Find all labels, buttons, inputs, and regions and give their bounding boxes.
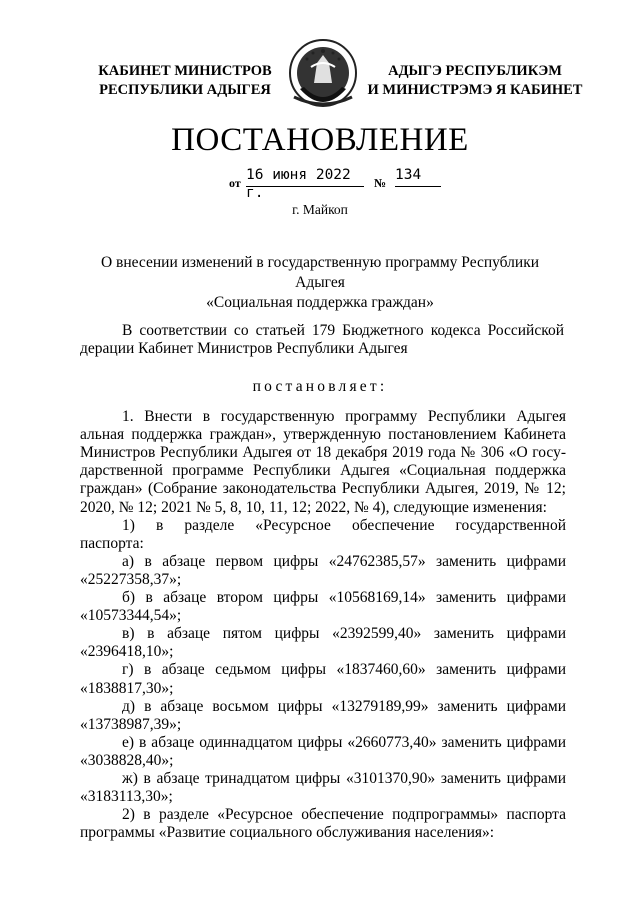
- body-line: ж) в абзаце тринадцатом цифры «3101370,90» заменить цифрами: [122, 770, 566, 787]
- body-line: «25227358,37»;: [80, 570, 182, 588]
- date-value: 16 июня 2022 г.: [246, 166, 364, 187]
- header-left: [96, 62, 274, 100]
- body-line: 2020, № 12; 2021 № 5, 8, 10, 11, 12; 2022, № 4), следующие изменения:: [80, 498, 547, 516]
- body-line: альная поддержка граждан», утвержденную постановлением Кабинета: [80, 426, 566, 444]
- body-line: граждан» (Собрание законодательства Республики Адыгея, 2019, № 12;: [80, 480, 566, 498]
- preamble-line2: дерации Кабинет Министров Республики Адыгея: [80, 340, 408, 357]
- preamble-line1: [122, 322, 564, 340]
- header-left-line1: КАБИНЕТ МИНИСТРОВ: [98, 63, 272, 79]
- header-right-line2: И МИНИСТРЭМЭ Я КАБИНЕТ: [367, 82, 583, 98]
- subject-line1: О внесении изменений в государственную программу Республики Адыгея: [100, 254, 540, 291]
- body-line: «3183113,30»;: [80, 788, 173, 806]
- resolves-word: постановляет:: [252, 378, 388, 395]
- date-label: от: [229, 176, 241, 190]
- number-value: 134: [395, 166, 441, 187]
- body-line: а) в абзаце первом цифры «24762385,57» заменить цифрами: [122, 552, 566, 570]
- body-line: «13738987,39»;: [80, 715, 182, 733]
- body-line: 2) в разделе «Ресурсное обеспечение подпрограммы» паспорта: [122, 806, 566, 824]
- header-right: [366, 62, 584, 100]
- body-line: д) в абзаце восьмом цифры «13279189,99» заменить цифрами: [122, 697, 566, 715]
- body-line: 1. Внести в государственную программу Республики Адыгея: [122, 408, 566, 425]
- preamble-text: В соответствии со статьей 179 Бюджетного кодекса Российской: [122, 322, 564, 339]
- body-line: б) в абзаце втором цифры «10568169,14» заменить цифрами: [122, 589, 566, 606]
- body-line: «3038828,40»;: [80, 751, 174, 769]
- body-line: г) в абзаце седьмом цифры «1837460,60» заменить цифрами: [122, 661, 566, 679]
- body-line: «2396418,10»;: [80, 643, 174, 661]
- body-line: «1838817,30»;: [80, 679, 174, 697]
- adygea-coat-of-arms-icon: [286, 37, 360, 115]
- city: г. Майкоп: [292, 202, 348, 217]
- body-line: «10573344,54»;: [80, 607, 182, 625]
- body-line: паспорта:: [80, 534, 144, 552]
- body-line: программы «Развитие социального обслуживания населения»:: [80, 824, 495, 842]
- body-line: Министров Республики Адыгея от 18 декабря 2019 года № 306 «О госу-: [80, 444, 566, 462]
- body-line: е) в абзаце одиннадцатом цифры «2660773,40» заменить цифрами: [122, 733, 566, 751]
- body-line: 1) в разделе «Ресурсное обеспечение государственной: [122, 516, 566, 534]
- header-right-line1: АДЫГЭ РЕСПУБЛИКЭМ: [388, 63, 562, 79]
- subject-line2: «Социальная поддержка граждан»: [206, 294, 434, 311]
- body-line: дарственной программе Республики Адыгея «Социальная поддержка: [80, 462, 566, 480]
- body-line: в) в абзаце пятом цифры «2392599,40» заменить цифрами: [122, 625, 566, 643]
- header-left-line2: РЕСПУБЛИКИ АДЫГЕЯ: [99, 82, 271, 98]
- document-title: ПОСТАНОВЛЕНИЕ: [171, 122, 469, 158]
- subject: [80, 253, 560, 313]
- number-label: №: [374, 176, 387, 190]
